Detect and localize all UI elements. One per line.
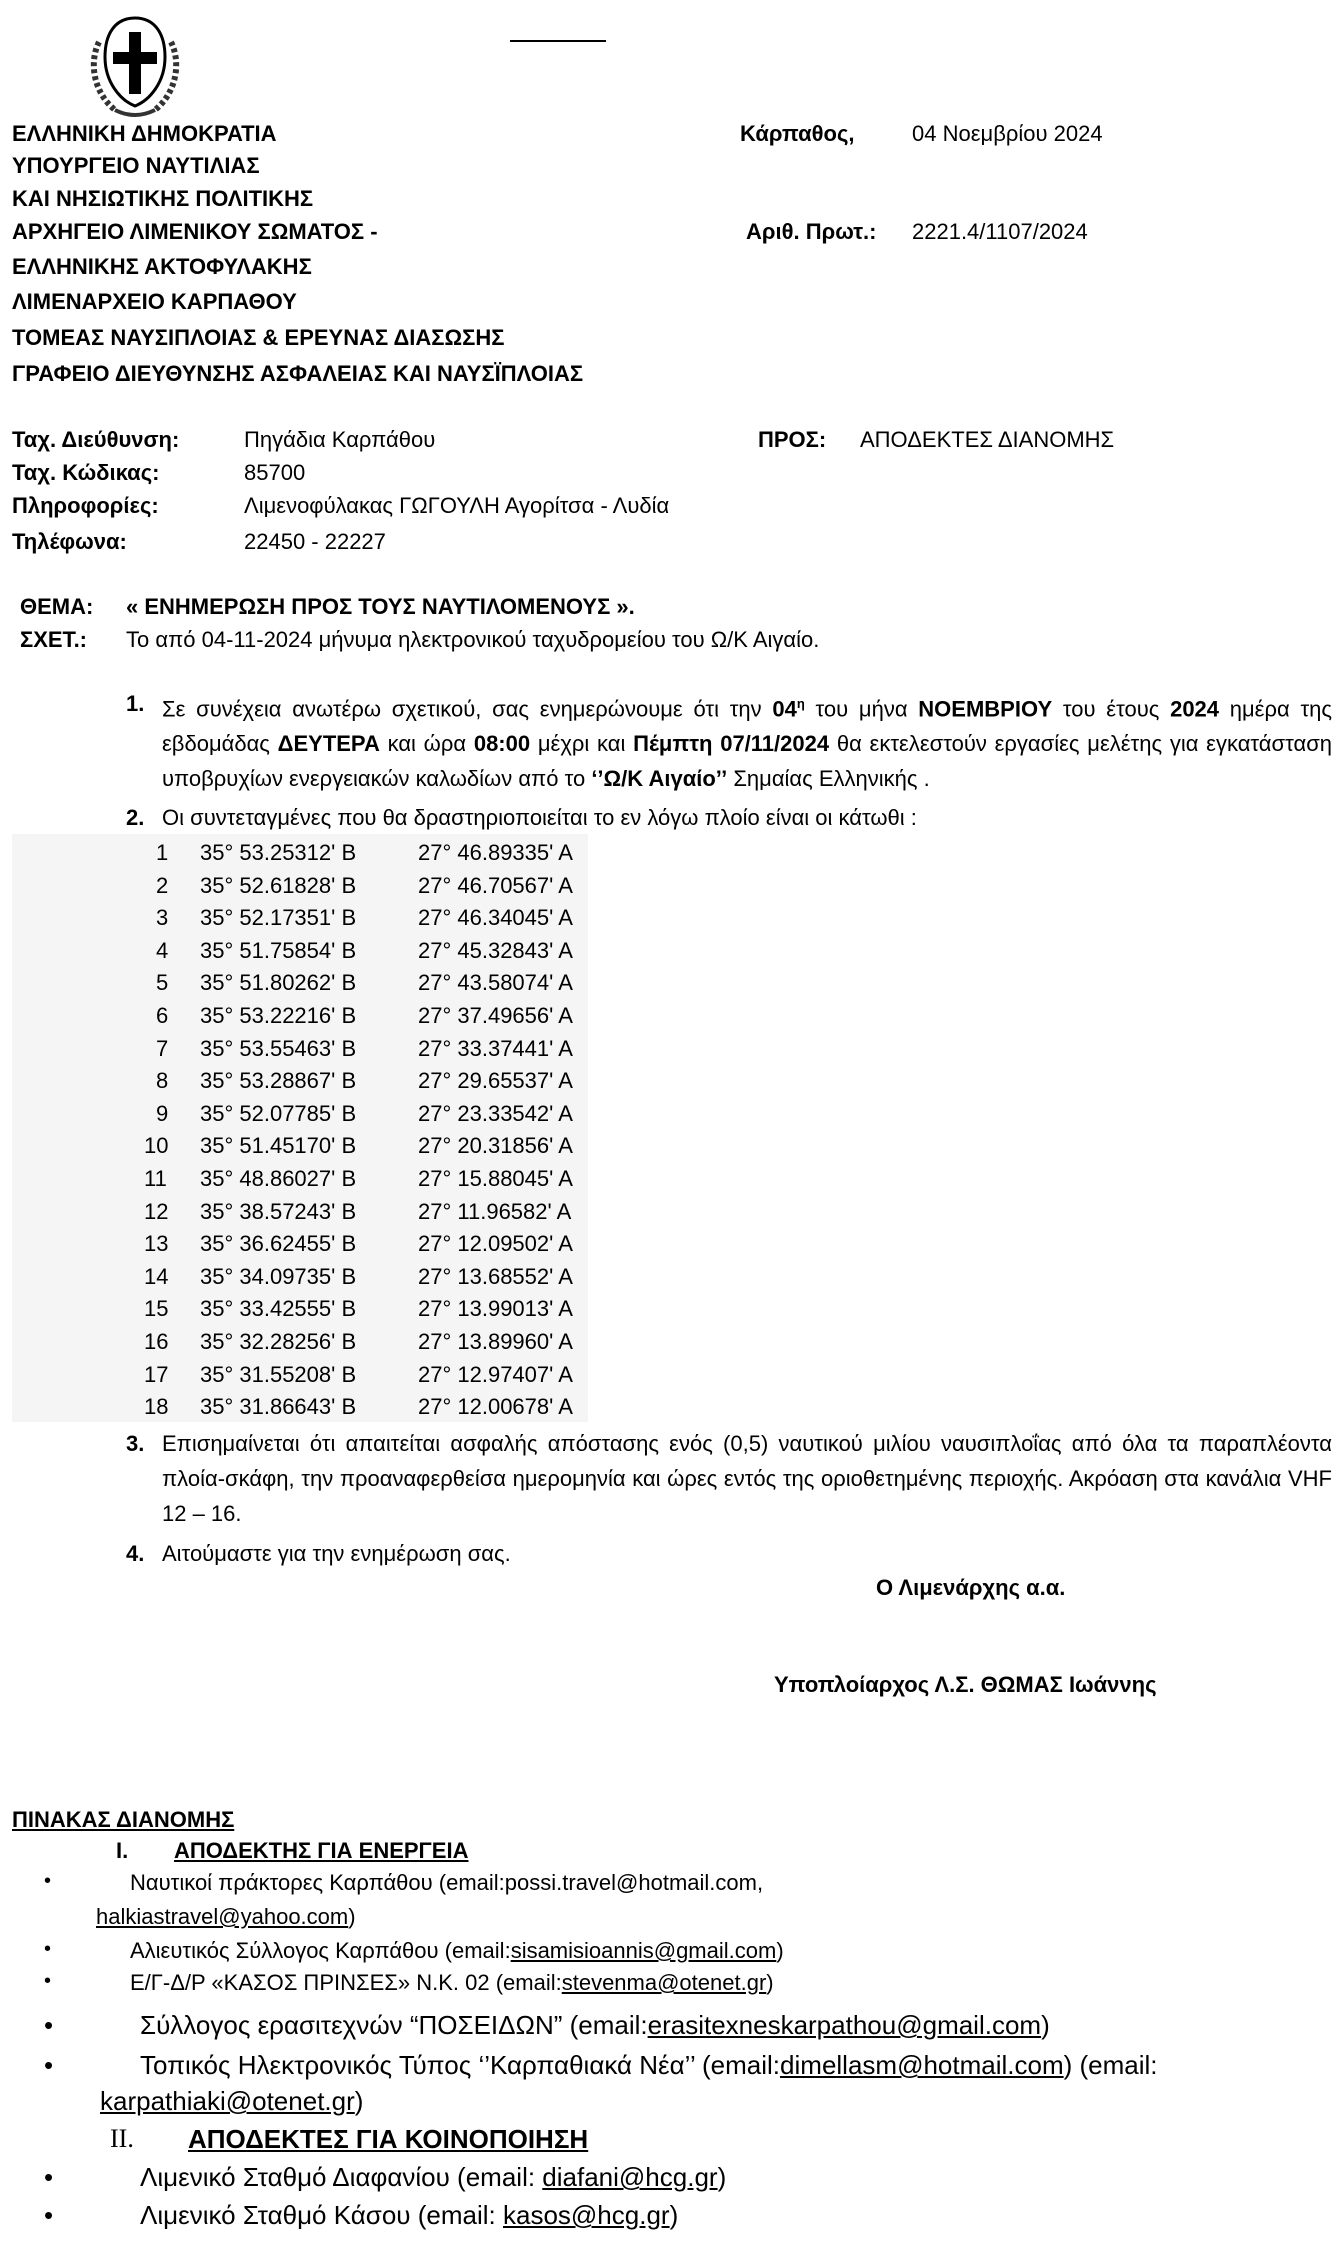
bullet-icon: • [44,1870,52,1892]
text-run: Αλιευτικός Σύλλογος Καρπάθου (email: [130,1938,511,1963]
bullet-icon: • [44,2050,54,2080]
email-link[interactable]: dimellasm@hotmail.com [780,2050,1064,2080]
reference-label: ΣΧΕΤ.: [20,627,88,652]
phone-value: 22450 - 22227 [244,529,386,554]
coordinate-longitude: 27° 12.97407' Α [418,1361,573,1387]
coordinate-index: 12 [144,1198,169,1224]
greek-coat-of-arms-icon [85,12,185,120]
coordinate-index: 13 [144,1231,169,1257]
phone-label: Τηλέφωνα: [12,529,127,554]
section-title: ΑΠΟΔΕΚΤΗΣ ΓΙΑ ΕΝΕΡΓΕΙΑ [174,1838,469,1863]
header-line: ΛΙΜΕΝΑΡΧΕΙΟ ΚΑΡΠΑΘΟΥ [12,289,297,314]
coordinate-longitude: 27° 37.49656' Α [418,1003,573,1028]
coordinate-index: 3 [156,905,169,931]
coordinate-longitude: 27° 11.96582' Α [418,1198,572,1224]
text-run: η [796,696,805,711]
coordinate-latitude: 35° 38.57243' Β [200,1198,357,1224]
coordinate-longitude: 27° 12.09502' Α [418,1231,573,1257]
recipient-line [130,1938,784,1964]
text-run: ) [348,1904,356,1929]
recipient-email-line [100,2086,363,2117]
coordinate-latitude: 35° 48.86027' Β [200,1166,357,1191]
info-value: Λιμενοφύλακας ΓΩΓΟΥΛΗ Αγορίτσα - Λυδία [244,493,670,518]
text-run: και ώρα [379,731,474,757]
text-run: ) [776,1938,784,1963]
header-line: ΕΛΛΗΝΙΚΗΣ ΑΚΤΟΦΥΛΑΚΗΣ [12,254,312,279]
recipient-label: ΠΡΟΣ: [758,427,827,452]
text-run: ) [766,1970,774,1995]
postal-label: Ταχ. Κώδικας: [12,460,160,485]
coordinate-latitude: 35° 52.61828' Β [200,872,357,898]
recipient-line [140,2050,1158,2081]
coordinate-index: 2 [156,872,169,898]
text-run: 2024 [1170,696,1220,722]
paragraph-number: 2. [126,805,145,830]
address-value: Πηγάδια Καρπάθου [244,427,436,452]
coordinate-index: 17 [144,1361,169,1387]
header-line: ΑΡΧΗΓΕΙΟ ΛΙΜΕΝΙΚΟΥ ΣΩΜΑΤΟΣ - [12,219,378,244]
text-run: Λιμενικό Σταθμό Κάσου (email: [140,2200,503,2230]
coordinate-longitude: 27° 20.31856' Α [418,1133,573,1159]
email-link[interactable]: kasos@hcg.gr [502,2200,670,2230]
coordinate-latitude: 35° 53.25312' Β [200,840,357,865]
coordinate-longitude: 27° 45.32843' Α [418,937,573,963]
coordinate-longitude: 27° 23.33542' Α [418,1100,573,1126]
coordinate-index: 7 [156,1035,169,1061]
signature-title: Ο Λιμενάρχης α.α. [876,1575,1066,1600]
text-run: του έτους [1052,696,1171,722]
coordinate-longitude: 27° 13.99013' Α [418,1296,573,1322]
text-run: θα εκτελεστούν εργασίες μελέτης για εγκατάσταση υποβρυχίων ενεργειακών καλωδίων από το [162,731,1333,792]
header-line: ΓΡΑΦΕΙΟ ΔΙΕΥΘΥΝΣΗΣ ΑΣΦΑΛΕΙΑΣ ΚΑΙ ΝΑΥΣΪΠΛΟΙΑΣ [12,361,584,386]
header-line: ΤΟΜΕΑΣ ΝΑΥΣΙΠΛΟΙΑΣ & ΕΡΕΥΝΑΣ ΔΙΑΣΩΣΗΣ [12,325,505,350]
paragraph-number: 1. [126,691,145,716]
coordinate-latitude: 35° 53.22216' Β [200,1003,357,1028]
text-run: Σύλλογος ερασιτεχνών “ΠΟΣΕΙΔΩΝ” (email: [140,2010,648,2040]
section-number: I. [116,1838,129,1863]
text-run: Πέμπτη 07/11/2024 [633,731,830,757]
coordinate-latitude: 35° 31.86643' Β [200,1394,357,1420]
coordinate-longitude: 27° 15.88045' Α [418,1166,573,1191]
top-rule [510,40,606,42]
text-run: ) [1041,2010,1050,2040]
text-run: Σημαίας Ελληνικής . [727,766,930,792]
email-link[interactable]: halkiastravel@yahoo.com [96,1904,349,1929]
text-run: ΔΕΥΤΕΡΑ [277,731,380,757]
paragraph-3: Επισημαίνεται ότι απαιτείται ασφαλής απόστασης ενός (0,5) ναυτικού μιλίου ναυσιπλοΐας από όλα τα παραπλέοντα πλοία-σκάφη, την προαναφερθείσα ημερομηνία και ώρες εντός της οριοθετημένης περιοχής. Ακρόαση στα κανάλια VHF 12 – 16. [162,1431,1332,1526]
coordinate-latitude: 35° 52.07785' Β [200,1100,357,1126]
text-run: μέχρι και [530,731,634,757]
coordinate-latitude: 35° 52.17351' Β [200,905,357,931]
bullet-icon: • [44,1938,52,1960]
text-run: Ε/Γ-Δ/Ρ «ΚΑΣΟΣ ΠΡΙΝΣΕΣ» Ν.Κ. 02 (email: [130,1970,562,1995]
text-run: ημέρα της εβδομάδας [162,696,1332,757]
reference-text: Το από 04-11-2024 μήνυμα ηλεκτρονικού ταχυδρομείου του Ω/Κ Αιγαίο. [126,627,820,652]
coordinate-longitude: 27° 29.65537' Α [418,1068,573,1094]
document-date: 04 Νοεμβρίου 2024 [912,121,1103,146]
recipient-text: Ναυτικοί πράκτορες Καρπάθου (email:possi.travel@hotmail.com, [130,1870,764,1895]
text-run: ) [717,2162,727,2192]
coordinate-index: 11 [144,1166,167,1191]
distribution-heading: ΠΙΝΑΚΑΣ ΔΙΑΝΟΜΗΣ [12,1807,235,1832]
coordinate-latitude: 35° 53.28867' Β [200,1068,357,1094]
text-run: ΝΟΕΜΒΡΙΟΥ [918,696,1053,722]
coordinate-latitude: 35° 51.45170' Β [200,1133,357,1159]
coordinate-latitude: 35° 51.75854' Β [200,937,357,963]
header-line: ΚΑΙ ΝΗΣΙΩΤΙΚΗΣ ΠΟΛΙΤΙΚΗΣ [12,186,314,211]
recipient-line [130,1970,774,1996]
section-number: II. [110,2124,134,2153]
coordinate-longitude: 27° 46.34045' Α [418,905,573,931]
text-run: ) [354,2086,364,2116]
recipient-line [140,2200,678,2231]
text-run: Σε συνέχεια ανωτέρω σχετικού, σας ενημερώνουμε ότι την [162,696,773,722]
coordinate-index: 6 [156,1003,169,1028]
coordinate-longitude: 27° 43.58074' Α [418,970,573,996]
bullet-icon: • [44,1970,52,1992]
text-run: ) (email: [1063,2050,1158,2080]
coordinate-index: 15 [144,1296,169,1322]
postal-value: 85700 [244,460,306,485]
recipient-email-line [96,1904,356,1930]
coordinate-index: 1 [156,840,169,865]
email-link[interactable]: sisamisioannis@gmail.com [510,1938,777,1963]
paragraph-4: Αιτούμαστε για την ενημέρωση σας. [162,1541,511,1566]
email-link[interactable]: diafani@hcg.gr [542,2162,718,2192]
coordinate-longitude: 27° 46.89335' Α [418,840,573,865]
coordinate-latitude: 35° 53.55463' Β [200,1035,357,1061]
coordinate-latitude: 35° 34.09735' Β [200,1263,357,1289]
text-run: Τοπικός Ηλεκτρονικός Τύπος ‘’Καρπαθιακά Νέα’’ (email: [140,2050,781,2080]
bullet-icon: • [44,2010,54,2040]
recipient-value: ΑΠΟΔΕΚΤΕΣ ΔΙΑΝΟΜΗΣ [860,427,1115,452]
coordinate-latitude: 35° 32.28256' Β [200,1329,357,1354]
coordinate-index: 5 [156,970,169,996]
coordinate-longitude: 27° 46.70567' Α [418,872,573,898]
paragraph-1 [162,686,1332,796]
header-line: ΕΛΛΗΝΙΚΗ ΔΗΜΟΚΡΑΤΙΑ [12,121,277,146]
paragraph-number: 4. [126,1541,145,1566]
paragraph-number: 3. [126,1431,145,1456]
coordinate-longitude: 27° 33.37441' Α [418,1035,573,1061]
recipient-line [140,2010,1050,2041]
coordinate-latitude: 35° 31.55208' Β [200,1361,357,1387]
coordinate-index: 8 [156,1068,169,1094]
email-link[interactable]: stevenma@otenet.gr [561,1970,767,1995]
coordinate-longitude: 27° 12.00678' Α [418,1394,573,1420]
subject-label: ΘΕΜΑ: [20,594,94,619]
text-run: Λιμενικό Σταθμό Διαφανίου (email: [140,2162,543,2192]
coordinate-latitude: 35° 51.80262' Β [200,970,357,996]
coordinate-latitude: 35° 36.62455' Β [200,1231,357,1257]
header-line: ΥΠΟΥΡΓΕΙΟ ΝΑΥΤΙΛΙΑΣ [12,153,260,178]
section-title: ΑΠΟΔΕΚΤΕΣ ΓΙΑ ΚΟΙΝΟΠΟΙΗΣΗ [188,2124,589,2154]
coordinate-longitude: 27° 13.68552' Α [418,1263,573,1289]
paragraph-2: Οι συντεταγμένες που θα δραστηριοποιείται το εν λόγω πλοίο είναι οι κάτωθι : [162,805,917,830]
coordinate-index: 10 [144,1133,169,1159]
text-run: 04 [772,696,797,722]
bullet-icon: • [44,2162,54,2192]
coordinate-index: 4 [156,937,169,963]
info-label: Πληροφορίες: [12,493,159,518]
coordinate-index: 9 [156,1100,169,1126]
text-run: ) [669,2200,679,2230]
email-link[interactable]: erasitexneskarpathou@gmail.com [647,2010,1042,2040]
protocol-label: Αριθ. Πρωτ.: [746,219,877,244]
coordinate-index: 16 [144,1329,169,1354]
email-link[interactable]: karpathiaki@otenet.gr [100,2086,355,2116]
protocol-number: 2221.4/1107/2024 [912,219,1088,244]
place-label: Κάρπαθος, [740,121,855,146]
text-run: ‘’Ω/Κ Αιγαίο’’ [591,766,728,792]
coordinate-latitude: 35° 33.42555' Β [200,1296,357,1322]
bullet-icon: • [44,2200,54,2230]
subject-text: « ΕΝΗΜΕΡΩΣΗ ΠΡΟΣ ΤΟΥΣ ΝΑΥΤΙΛΟΜΕΝΟΥΣ ». [126,594,635,619]
signature-name: Υποπλοίαρχος Λ.Σ. ΘΩΜΑΣ Ιωάννης [774,1672,1157,1697]
coordinate-index: 14 [144,1263,169,1289]
text-run: του μήνα [804,696,919,722]
recipient-line [140,2162,726,2193]
coordinate-longitude: 27° 13.89960' Α [418,1329,573,1354]
text-run: 08:00 [473,731,531,757]
address-label: Ταχ. Διεύθυνση: [12,427,180,452]
coordinate-index: 18 [144,1394,169,1420]
